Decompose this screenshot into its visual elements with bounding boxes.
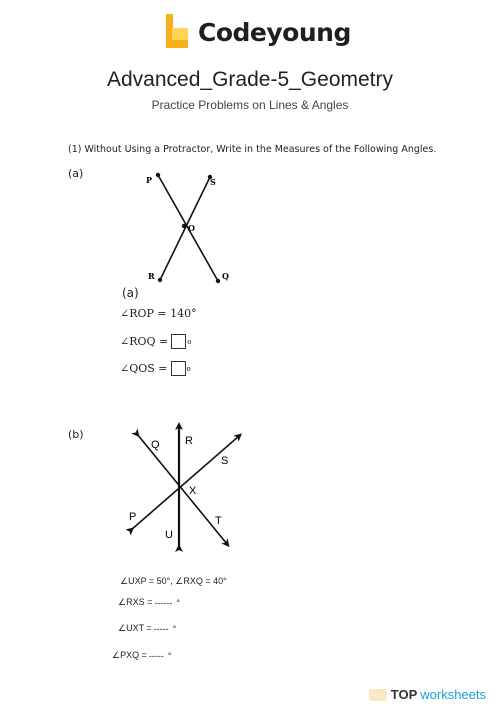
worksheet-icon <box>369 689 387 701</box>
point-q <box>216 279 220 283</box>
footer-worksheets: worksheets <box>420 687 486 702</box>
label-x: X <box>189 485 197 497</box>
codeyoung-logo-icon <box>166 14 192 50</box>
angle-qos-answer-box[interactable] <box>171 361 186 376</box>
label-u: U <box>165 529 173 541</box>
given-angle-rop <box>120 307 197 320</box>
label-s: S <box>210 177 216 187</box>
point-r <box>158 278 162 282</box>
angle-rxs-blank[interactable]: ------ <box>154 597 173 608</box>
given-angle-rop-text: ∠ROP = 140° <box>120 307 197 320</box>
point-o <box>182 224 186 228</box>
label-p: P <box>146 175 153 185</box>
degree-mark: ° <box>167 650 172 661</box>
brand-logo <box>166 14 351 50</box>
line-ps <box>131 436 239 530</box>
part-b-tag: (b) <box>68 428 84 441</box>
angle-uxt-row <box>118 623 176 634</box>
angle-uxt-label: ∠UXT = <box>118 623 152 633</box>
diagram-b <box>115 420 255 555</box>
page-subtitle: Practice Problems on Lines & Angles <box>151 98 349 112</box>
part-a-tag-bottom: (a) <box>122 286 139 300</box>
label-s: S <box>221 455 229 467</box>
angle-uxt-blank[interactable]: ----- <box>153 623 169 634</box>
given-angles-b <box>120 576 227 587</box>
footer-top: TOP <box>390 687 418 702</box>
question-heading: (1) Without Using a Protractor, Write in the Measures of the Following Angles. <box>68 144 437 155</box>
angle-pxq-label: ∠PXQ = <box>112 650 147 660</box>
angle-pxq-row <box>112 650 171 661</box>
angle-qos-row <box>120 361 191 376</box>
degree-mark: ° <box>176 597 180 608</box>
brand-name: Codeyoung <box>198 17 351 47</box>
diagram-a <box>140 165 240 290</box>
angle-rxs-row <box>118 597 180 608</box>
label-q: Q <box>151 439 160 451</box>
label-q: Q <box>222 271 229 281</box>
angle-qos-label: ∠QOS = <box>120 362 168 375</box>
degree-mark: ° <box>172 623 177 634</box>
footer-brand <box>369 687 486 702</box>
degree-mark: o <box>187 337 192 346</box>
angle-roq-label: ∠ROQ = <box>120 335 169 348</box>
angle-pxq-blank[interactable]: ----- <box>148 650 164 661</box>
label-r: R <box>185 435 193 447</box>
page-title: Advanced_Grade-5_Geometry <box>107 68 393 91</box>
label-o: O <box>188 223 195 233</box>
degree-mark: o <box>186 364 191 373</box>
angle-roq-answer-box[interactable] <box>171 334 186 349</box>
angle-roq-row <box>120 334 191 349</box>
angle-rxs-label: ∠RXS = <box>118 597 153 607</box>
point-p <box>156 173 160 177</box>
label-p: P <box>129 511 137 523</box>
label-t: T <box>215 515 222 527</box>
part-a-tag-top: (a) <box>68 167 84 180</box>
label-r: R <box>148 271 155 281</box>
given-angles-b-text: ∠UXP = 50°, ∠RXQ = 40° <box>120 576 227 586</box>
